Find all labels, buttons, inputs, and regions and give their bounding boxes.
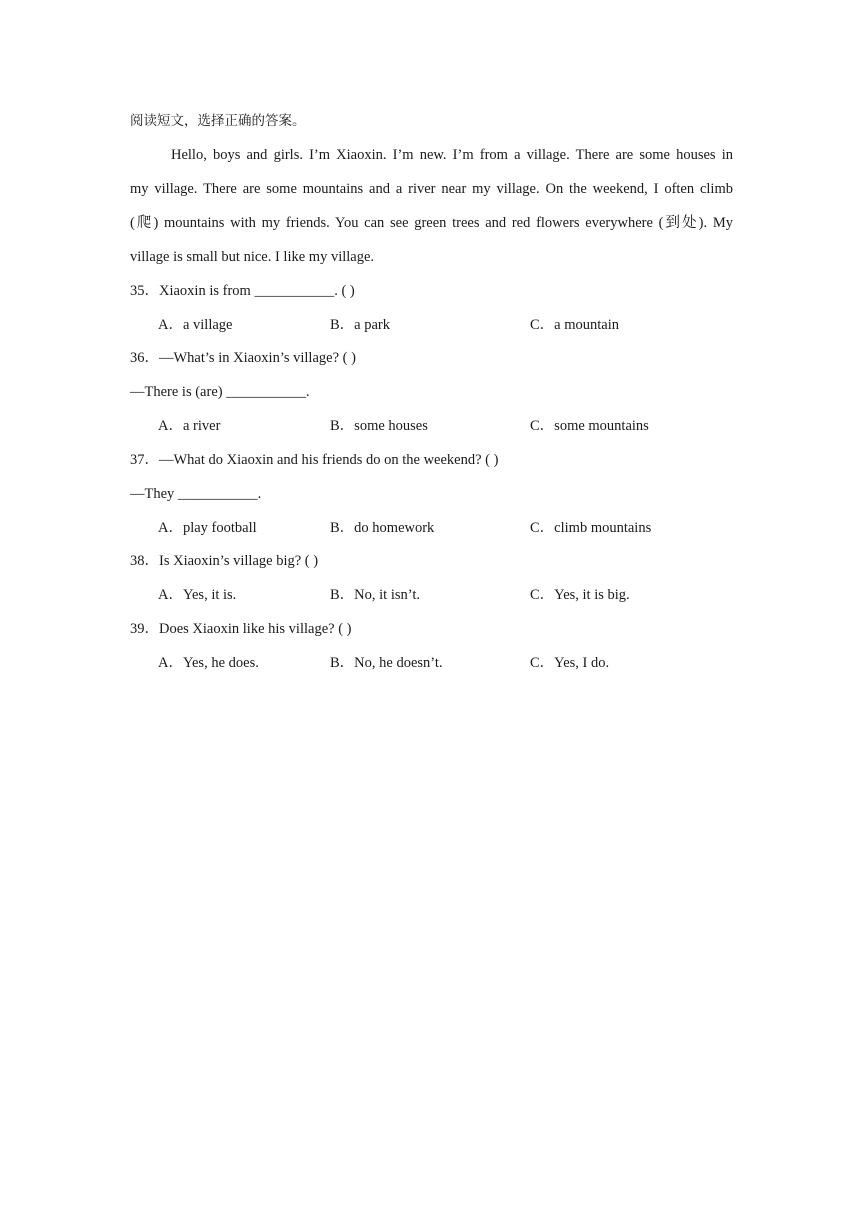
question-stem: 39．Does Xiaoxin like his village? ( ) xyxy=(130,621,352,637)
option-a[interactable]: A．Yes, he does. xyxy=(158,655,259,671)
passage-line: (爬) mountains with my friends. You can see green trees and red flowers everywhere (到处). My xyxy=(130,215,733,231)
answer-options xyxy=(158,416,733,436)
answer-line: —They ___________. xyxy=(130,486,262,502)
question-stem: 37．—What do Xiaoxin and his friends do on the weekend? ( ) xyxy=(130,452,499,468)
instruction-text: 阅读短文，选择正确的答案。 xyxy=(130,113,306,129)
option-b[interactable]: B．some houses xyxy=(330,418,428,434)
answer-options xyxy=(158,585,733,605)
option-b[interactable]: B．No, it isn’t. xyxy=(330,587,420,603)
question-stem: 38．Is Xiaoxin’s village big? ( ) xyxy=(130,553,319,569)
passage-line: Hello, boys and girls. I’m Xiaoxin. I’m new. I’m from a village. There are some houses in xyxy=(171,147,733,163)
answer-line: —There is (are) ___________. xyxy=(130,384,310,400)
answer-options xyxy=(158,315,733,335)
option-b[interactable]: B．a park xyxy=(330,317,390,333)
answer-options xyxy=(158,518,733,538)
option-c[interactable]: C．Yes, I do. xyxy=(530,655,610,671)
option-b[interactable]: B．do homework xyxy=(330,520,435,536)
option-a[interactable]: A．play football xyxy=(158,520,257,536)
option-a[interactable]: A．Yes, it is. xyxy=(158,587,237,603)
option-a[interactable]: A．a river xyxy=(158,418,221,434)
passage-line: village is small but nice. I like my village. xyxy=(130,249,375,265)
option-c[interactable]: C．some mountains xyxy=(530,418,649,434)
question-stem: 36．—What’s in Xiaoxin’s village? ( ) xyxy=(130,350,356,366)
option-a[interactable]: A．a village xyxy=(158,317,233,333)
passage-line: my village. There are some mountains and a river near my village. On the weekend, I often climb xyxy=(130,181,733,197)
question-stem: 35．Xiaoxin is from ___________. ( ) xyxy=(130,283,355,299)
answer-options xyxy=(158,653,733,673)
option-c[interactable]: C．a mountain xyxy=(530,317,620,333)
option-c[interactable]: C．Yes, it is big. xyxy=(530,587,630,603)
option-b[interactable]: B．No, he doesn’t. xyxy=(330,655,443,671)
option-c[interactable]: C．climb mountains xyxy=(530,520,652,536)
